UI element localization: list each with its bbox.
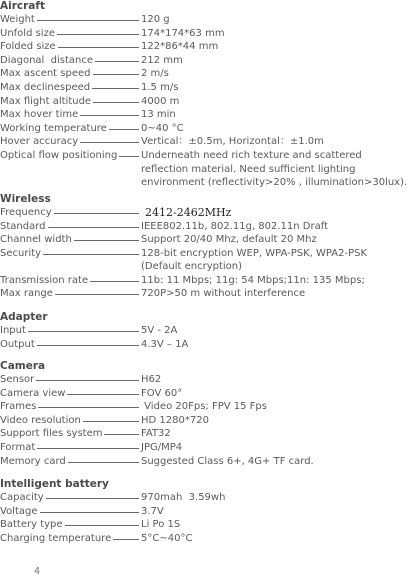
spec-value: 720P>50 m without interference: [141, 288, 306, 300]
leader-line: [38, 400, 139, 408]
spec-label: Charging temperature: [0, 532, 112, 544]
spec-row: [0, 387, 411, 401]
spec-label: Channel width: [0, 234, 72, 246]
leader-line: [109, 122, 139, 130]
leader-line: [83, 414, 139, 422]
spec-label: Diagonal distance: [0, 54, 94, 66]
spec-row: [0, 122, 411, 136]
spec-value: FAT32: [141, 428, 171, 440]
spec-label: Max flight altitude: [0, 95, 92, 107]
spec-label: Weight: [0, 14, 35, 25]
spec-label: Sensor: [0, 374, 35, 385]
spec-row: [0, 108, 411, 122]
leader-line: [46, 491, 139, 499]
spec-value: 128-bit encryption WEP, WPA-PSK, WPA2-PSK (Default encryption): [141, 247, 368, 273]
spec-value: 120 g: [141, 14, 170, 25]
spec-label: Working temperature: [0, 122, 107, 134]
spec-row: [0, 505, 411, 519]
spec-label: Max ascent speed: [0, 68, 91, 80]
spec-value: FOV 60°: [141, 387, 183, 399]
spec-value: 5V - 2A: [141, 325, 178, 336]
leader-line: [55, 287, 139, 295]
leader-line: [37, 13, 139, 21]
leader-line: [113, 532, 139, 540]
spec-label: Input: [0, 325, 26, 336]
leader-line: [37, 338, 139, 346]
leader-line: [80, 135, 139, 143]
spec-value: 970mah 3.59wh: [141, 492, 226, 503]
spec-value: JPG/MP4: [141, 441, 183, 453]
spec-value: Li Po 1S: [141, 519, 181, 531]
spec-row: [0, 233, 411, 247]
spec-row: [0, 338, 411, 352]
leader-line: [80, 108, 139, 116]
spec-label: Voltage: [0, 505, 38, 517]
spec-row: [0, 274, 411, 288]
spec-row: [0, 13, 411, 27]
spec-value: H62: [141, 374, 162, 385]
spec-row: [0, 40, 411, 54]
spec-row: [0, 149, 411, 190]
spec-row: [0, 67, 411, 81]
spec-label: Output: [0, 338, 35, 350]
spec-row: [0, 400, 411, 414]
leader-line: [95, 54, 139, 62]
spec-row: [0, 81, 411, 95]
spec-row: [0, 220, 411, 234]
spec-label: Frames: [0, 401, 37, 413]
spec-label: Hover accuracy: [0, 136, 79, 148]
spec-value: 4.3V – 1A: [141, 338, 189, 350]
leader-line: [74, 233, 139, 241]
spec-value: 5°C~40°C: [141, 532, 193, 544]
spec-value: 13 min: [141, 109, 176, 121]
spec-row: [0, 427, 411, 441]
spec-label: Transmission rate: [0, 274, 89, 286]
spec-value: 122*86*44 mm: [141, 41, 219, 53]
spec-row: [0, 441, 411, 455]
spec-value: HD 1280*720: [141, 414, 209, 426]
spec-value: Underneath need rich texture and scattered reflection material. Need sufficient lighting environment (reflectivity>20% , illumination>30lux).: [141, 149, 408, 189]
spec-label: Camera view: [0, 387, 66, 399]
spec-row: [0, 414, 411, 428]
leader-line: [40, 505, 139, 513]
leader-line: [104, 427, 139, 435]
spec-row: [0, 27, 411, 41]
leader-line: [54, 206, 139, 214]
spec-value: Video 20Fps; FPV 15 Fps: [141, 401, 267, 413]
spec-label: Max declinespeed: [0, 81, 91, 93]
section-title: Adapter: [0, 311, 48, 323]
spec-value: 4000 m: [141, 95, 180, 107]
leader-line: [57, 27, 139, 35]
leader-line: [67, 387, 139, 395]
leader-line: [28, 324, 139, 332]
spec-label: Video resolution: [0, 414, 81, 426]
spec-value: 3.7V: [141, 505, 164, 517]
leader-line: [48, 220, 140, 228]
spec-row: [0, 247, 411, 274]
spec-value: 174*174*63 mm: [141, 27, 225, 39]
spec-label: Max hover time: [0, 109, 79, 121]
spec-value: Support 20/40 Mhz, default 20 Mhz: [141, 234, 317, 246]
leader-line: [92, 81, 139, 89]
wireless-section: [0, 193, 411, 301]
spec-value: 11b: 11 Mbps; 11g: 54 Mbps;11n: 135 Mbps;: [141, 274, 365, 286]
spec-label: Capacity: [0, 492, 44, 503]
leader-line: [43, 247, 139, 255]
camera-section: [0, 360, 411, 468]
spec-row: [0, 373, 411, 387]
leader-line: [93, 67, 140, 75]
leader-line: [119, 149, 139, 157]
spec-label: Support files system: [0, 428, 103, 440]
spec-label: Security: [0, 247, 42, 259]
spec-label: Folded size: [0, 41, 56, 53]
spec-label: Standard: [0, 220, 46, 232]
leader-line: [68, 455, 139, 463]
spec-label: Max range: [0, 288, 53, 300]
leader-line: [90, 274, 139, 282]
spec-row: [0, 287, 411, 301]
spec-value: IEEE802.11b, 802.11g, 802.11n Draft: [141, 220, 329, 232]
aircraft-section: [0, 0, 411, 190]
spec-label: Battery type: [0, 519, 63, 531]
spec-row: [0, 455, 411, 469]
leader-line: [37, 441, 139, 449]
spec-row: [0, 324, 411, 338]
spec-row: [0, 491, 411, 505]
adapter-section: [0, 311, 411, 351]
spec-row: [0, 206, 411, 220]
section-title: Aircraft: [0, 0, 45, 12]
spec-value: 2 m/s: [141, 68, 169, 80]
spec-row: [0, 54, 411, 68]
spec-value: 0~40 °C: [141, 122, 184, 134]
spec-row: [0, 518, 411, 532]
spec-label: Unfold size: [0, 27, 55, 39]
spec-label: Optical flow positioning: [0, 149, 118, 161]
spec-value: 2412-2462MHz: [145, 206, 232, 219]
section-title: Wireless: [0, 193, 51, 205]
spec-value: 1.5 m/s: [141, 81, 179, 93]
spec-value: Vertical：±0.5m, Horizontal：±1.0m: [141, 136, 324, 148]
spec-label: Memory card: [0, 455, 66, 467]
leader-line: [36, 373, 139, 381]
section-title: Intelligent battery: [0, 478, 109, 490]
section-title: Camera: [0, 360, 46, 372]
leader-line: [58, 40, 139, 48]
page-number: 4: [34, 566, 41, 577]
spec-row: [0, 95, 411, 109]
spec-row: [0, 532, 411, 546]
leader-line: [93, 95, 139, 103]
spec-value: Suggested Class 6+, 4G+ TF card.: [141, 455, 314, 467]
battery-section: [0, 478, 411, 545]
spec-label: Frequency: [0, 207, 52, 218]
spec-row: [0, 135, 411, 149]
spec-value: 212 mm: [141, 54, 183, 66]
spec-label: Format: [0, 441, 36, 453]
leader-line: [65, 518, 139, 526]
